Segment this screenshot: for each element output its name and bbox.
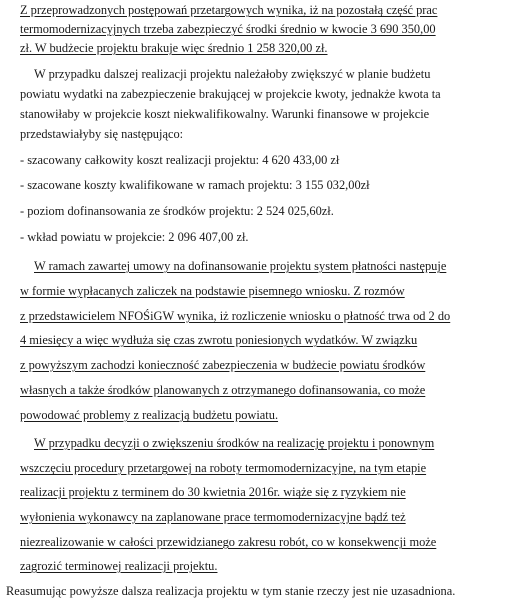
paragraph-3-line-6: własnych a także środków planowanych z otrzymanego dofinansowania, co może — [20, 383, 426, 397]
conclusion-line: Reasumując powyższe dalsza realizacja projektu w tym stanie rzeczy jest nie uzasadniona. — [6, 584, 456, 598]
paragraph-4-line-6: zagrozić terminowej realizacji projektu. — [20, 559, 218, 573]
paragraph-4-line-3: realizacji projektu z terminem do 30 kwietnia 2016r. wiąże się z ryzykiem nie — [20, 485, 406, 499]
paragraph-3-line-4: 4 miesięcy a więc wydłuża się czas zwrotu poniesionych wydatków. W związku — [20, 333, 418, 347]
paragraph-1-line-1: Z przeprowadzonych postępowań przetargowych wynika, iż na pozostałą część prac — [20, 3, 438, 17]
paragraph-3-line-1: W ramach zawartej umowy na dofinansowanie projektu system płatności następuje — [34, 259, 447, 273]
paragraph-2-line-1: W przypadku dalszej realizacji projektu należałoby zwiększyć w planie budżetu — [34, 67, 431, 81]
paragraph-3-line-5: z powyższym zachodzi konieczność zabezpieczenia w budżecie powiatu środków — [20, 358, 426, 372]
paragraph-2-line-3: stanowiłaby w projekcie koszt niekwalifikowalny. Warunki finansowe w projekcie — [20, 107, 430, 121]
list-item-total-cost: - szacowany całkowity koszt realizacji projektu: 4 620 433,00 zł — [20, 153, 340, 167]
list-item-funding-level: - poziom dofinansowania ze środków projektu: 2 524 025,60zł. — [20, 204, 334, 218]
list-item-eligible-costs: - szacowane koszty kwalifikowane w ramach projektu: 3 155 032,00zł — [20, 178, 370, 192]
paragraph-3-line-7: powodować problemy z realizacją budżetu powiatu. — [20, 408, 279, 422]
paragraph-2-line-4: przedstawiałyby się następująco: — [20, 127, 184, 141]
paragraph-1-line-3: zł. W budżecie projektu brakuje więc średnio 1 258 320,00 zł. — [20, 41, 328, 55]
paragraph-3-line-2: w formie wypłacanych zaliczek na podstawie pisemnego wniosku. Z rozmów — [20, 284, 405, 298]
list-item-county-contribution: - wkład powiatu w projekcie: 2 096 407,00 zł. — [20, 230, 249, 244]
paragraph-4-line-2: wszczęciu procedury przetargowej na roboty termomodernizacyjne, na tym etapie — [20, 461, 427, 475]
paragraph-4-line-4: wyłonienia wykonawcy na zaplanowane prace termomodernizacyjne bądź też — [20, 510, 406, 524]
paragraph-1-line-2: termomodernizacyjnych trzeba zabezpieczyć środki średnio w kwocie 3 690 350,00 — [20, 22, 436, 36]
paragraph-3-line-3: z przedstawicielem NFOŚiGW wynika, iż rozliczenie wniosku o płatność trwa od 2 do — [20, 309, 451, 323]
paragraph-4-line-1: W przypadku decyzji o zwiększeniu środków na realizację projektu i ponownym — [34, 436, 435, 450]
paragraph-4-line-5: niezrealizowanie w całości przewidzianego zakresu robót, co w konsekwencji może — [20, 535, 437, 549]
paragraph-2-line-2: powiatu wydatki na zabezpieczenie brakującej w projekcie kwoty, jednakże kwota ta — [20, 87, 441, 101]
